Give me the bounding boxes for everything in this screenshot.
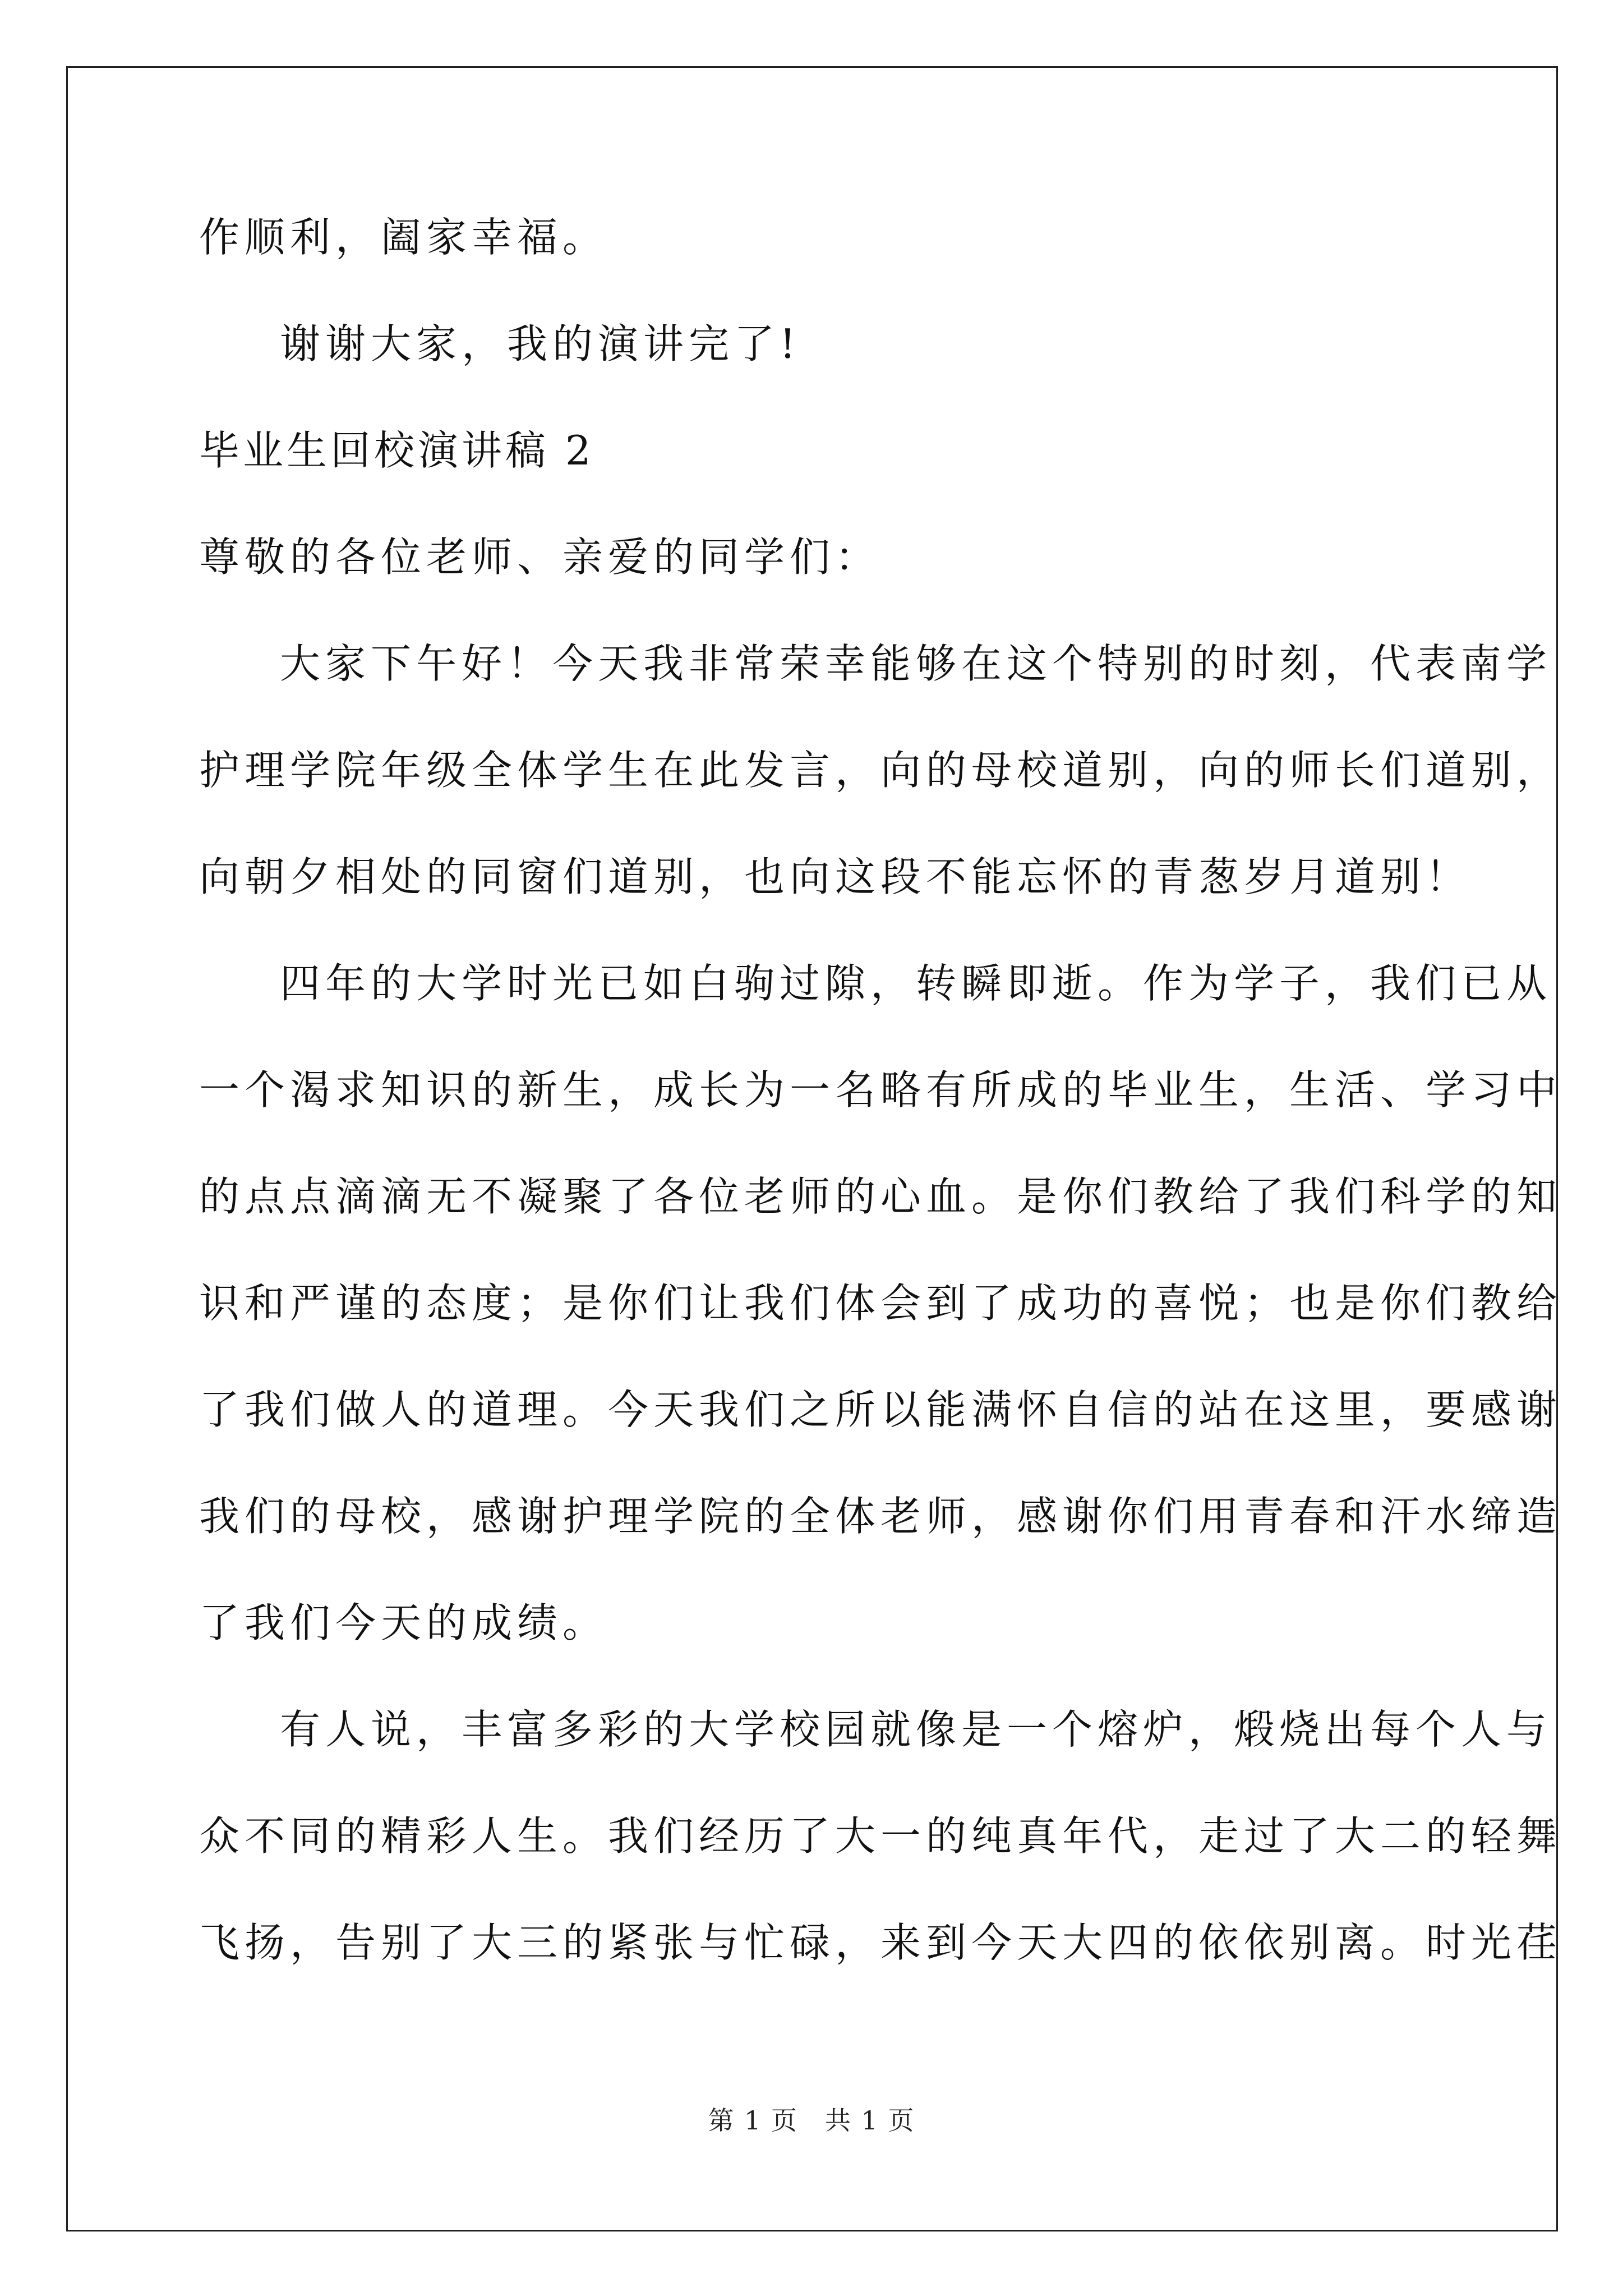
text-line: 一个渴求知识的新生，成长为一名略有所成的毕业生，生活、学习中 [199, 1066, 1562, 1114]
page-footer: 第 1 页 共 1 页 [708, 2105, 915, 2136]
text-line: 了我们今天的成绩。 [199, 1599, 608, 1646]
text-line: 四年的大学时光已如白驹过隙，转瞬即逝。作为学子，我们已从 [280, 960, 1552, 1007]
text-line: 谢谢大家，我的演讲完了! [280, 320, 801, 367]
text-line: 大家下午好！今天我非常荣幸能够在这个特别的时刻，代表南学 [280, 640, 1552, 687]
text-line: 有人说，丰富多彩的大学校园就像是一个熔炉，煅烧出每个人与 [280, 1706, 1552, 1753]
text-line: 我们的母校，感谢护理学院的全体老师，感谢你们用青春和汗水缔造 [199, 1493, 1562, 1540]
text-line: 的点点滴滴无不凝聚了各位老师的心血。是你们教给了我们科学的知 [199, 1173, 1562, 1220]
text-line: 作顺利，阖家幸福。 [199, 214, 608, 261]
salutation: 尊敬的各位老师、亲爱的同学们： [199, 533, 881, 581]
text-line: 众不同的精彩人生。我们经历了大一的纯真年代，走过了大二的轻舞 [199, 1812, 1562, 1860]
text-line: 向朝夕相处的同窗们道别，也向这段不能忘怀的青葱岁月道别！ [199, 853, 1472, 900]
text-line: 了我们做人的道理。今天我们之所以能满怀自信的站在这里，要感谢 [199, 1386, 1562, 1433]
page-border [66, 66, 1558, 2231]
text-line: 护理学院年级全体学生在此发言，向的母校道别，向的师长们道别， [199, 747, 1562, 794]
text-line: 识和严谨的态度；是你们让我们体会到了成功的喜悦；也是你们教给 [199, 1280, 1562, 1327]
text-line: 飞扬，告别了大三的紧张与忙碌，来到今天大四的依依别离。时光荏 [199, 1919, 1562, 1966]
section-heading: 毕业生回校演讲稿 2 [199, 427, 594, 474]
